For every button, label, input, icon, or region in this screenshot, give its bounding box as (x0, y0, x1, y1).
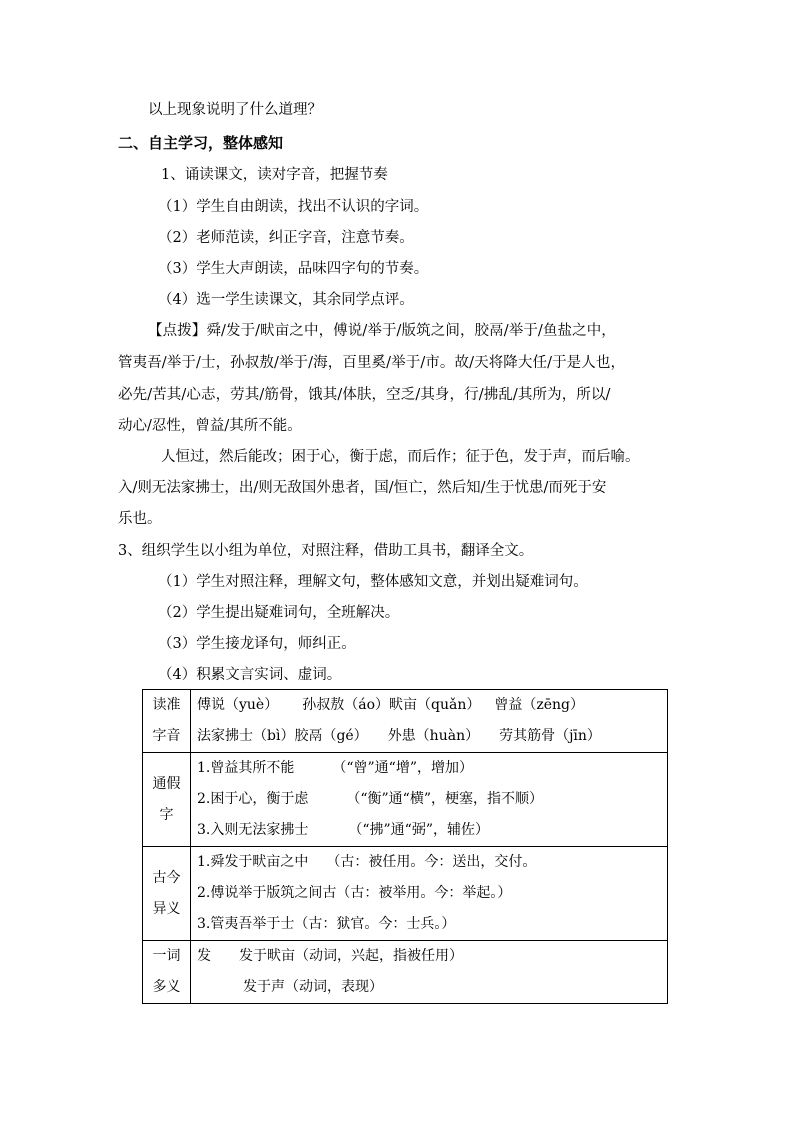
dianbo-line: 【点拨】舜/发于/畎亩之中，傅说/举于/版筑之间，胶鬲/举于/鱼盐之中， (148, 323, 616, 339)
step-3-item: （1）学生对照注释，理解文句，整体感知文意，并划出疑难词句。 (158, 574, 588, 590)
table-row (143, 847, 668, 941)
row-category (143, 690, 191, 753)
content-text: 1.曾益其所不能 (197, 760, 295, 776)
row-content (191, 690, 668, 753)
content-text: 傅说（yuè） (197, 697, 279, 713)
content-line (197, 784, 667, 815)
content-text: （“拂”通“弼”，辅佐） (348, 822, 489, 838)
row-content (191, 753, 668, 847)
step-1-item: （3）学生大声朗读，品味四字句的节奏。 (158, 261, 429, 277)
content-text: 法家拂士（bì）胶鬲（gé） (197, 728, 368, 744)
category-line: 字 (159, 806, 174, 823)
content-text: （“衡”通“横”，梗塞，指不顺） (346, 791, 543, 807)
content-text: 2.困于心，衡于虑 (197, 791, 309, 807)
table-row (143, 753, 668, 847)
section-heading: 二、自主学习，整体感知 (118, 134, 284, 152)
category-line: 古今 (152, 869, 181, 886)
table-row (143, 690, 668, 753)
dianbo-line: 管夷吾/举于/士，孙叔敖/举于/海，百里奚/举于/市。故/天将降大任/于是人也， (118, 355, 626, 371)
vocabulary-table (142, 689, 668, 1004)
step-3-item: （2）学生提出疑难词句，全班解决。 (158, 605, 400, 621)
content-text: 3.管夷吾举于士（古：狱官。今：士兵。） (197, 916, 456, 932)
step-1-item: （1）学生自由朗读，找出不认识的字词。 (158, 199, 429, 215)
content-text: 外患（huàn） (387, 728, 480, 744)
original-text-line: 入/则无法家拂士，出/则无敌国外患者，国/恒亡，然后知/生于忧患/而死于安 (118, 480, 607, 496)
content-text: 孙叔敖（áo）畎亩（quǎn） (302, 697, 481, 713)
content-text: 劳其筋骨（jīn） (499, 728, 601, 744)
original-text-line: 人恒过，然后能改；困于心，衡于虑，而后作；征于色，发于声，而后喻。 (161, 449, 640, 465)
category-line: 通假 (152, 775, 181, 792)
category-line: 读准 (152, 697, 181, 713)
question-text: 以上现象说明了什么道理？ (148, 102, 322, 118)
row-category (143, 753, 191, 847)
content-line (197, 909, 667, 940)
category-line: 字音 (152, 728, 181, 744)
content-text: 3.入则无法家拂士 (197, 822, 309, 838)
content-line (197, 753, 667, 784)
content-line (197, 815, 667, 846)
category-line: 异义 (152, 900, 181, 917)
step-1-item: （2）老师范读，纠正字音，注意节奏。 (158, 230, 414, 246)
original-text-line: 乐也。 (118, 511, 162, 527)
dianbo-line: 必先/苦其/心志，劳其/筋骨，饿其/体肤，空乏/其身，行/拂乱/其所为，所以/ (118, 387, 611, 403)
content-line (197, 690, 667, 721)
row-content (191, 847, 668, 941)
table-row (143, 941, 668, 1004)
category-line: 多义 (152, 979, 181, 995)
content-line (197, 941, 667, 972)
step-3-item: （4）积累文言实词、虚词。 (158, 667, 342, 683)
step-3-item: （3）学生接龙译句，师纠正。 (158, 636, 356, 652)
step-3-heading: 3、组织学生以小组为单位，对照注释，借助工具书，翻译全文。 (118, 543, 534, 559)
content-text: 2.傅说举于版筑之间古（古：被举用。今：举起。） (197, 885, 512, 901)
content-line (197, 721, 667, 752)
row-content (191, 941, 668, 1004)
category-line: 一词 (152, 948, 181, 964)
content-line (197, 972, 667, 1003)
content-text: （“曾”通“增”，增加） (332, 760, 473, 776)
content-line (197, 847, 667, 878)
row-category (143, 941, 191, 1004)
row-category (143, 847, 191, 941)
step-1-heading: 1、诵读课文，读对字音，把握节奏 (161, 167, 388, 183)
dianbo-line: 动心/忍性，曾益/其所不能。 (118, 418, 302, 434)
content-text: 发 (197, 948, 211, 964)
content-text: 发于声（动词，表现） (243, 979, 383, 995)
content-text: 曾益（zēng） (494, 697, 584, 713)
content-text: 1.舜发于畎亩之中 (197, 854, 309, 870)
step-1-item: （4）选一学生读课文，其余同学点评。 (158, 292, 414, 308)
content-line (197, 878, 667, 909)
content-text: （古：被任用。今：送出，交付。 (326, 854, 537, 870)
content-text: 发于畎亩（动词，兴起，指被任用） (239, 948, 463, 964)
